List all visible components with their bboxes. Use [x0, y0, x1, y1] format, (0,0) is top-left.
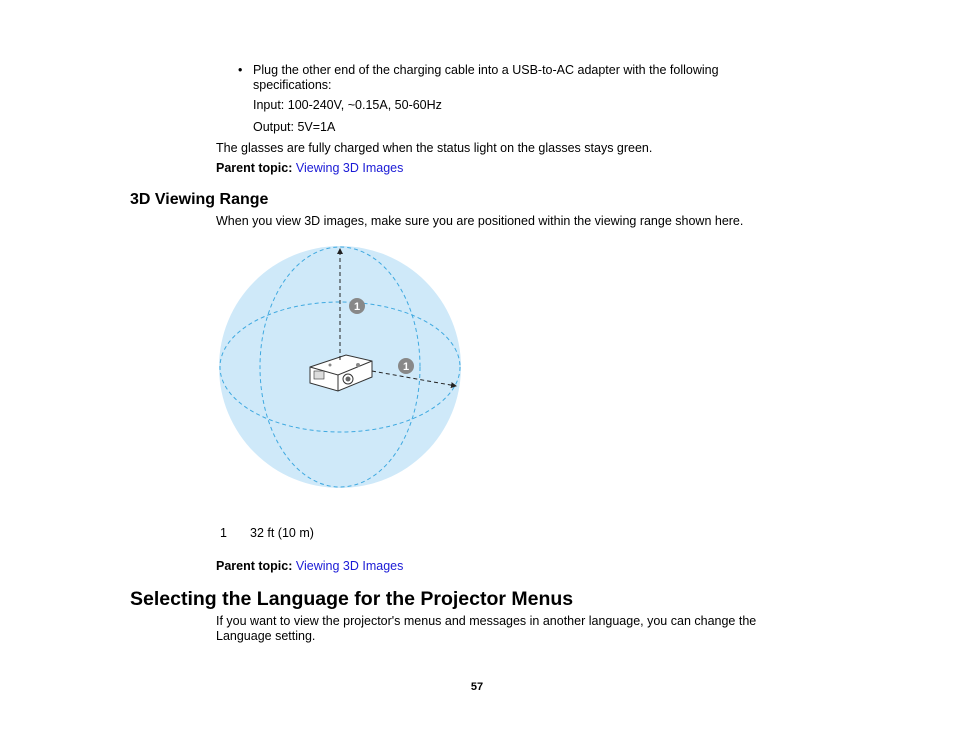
legend-text: 32 ft (10 m) [250, 526, 314, 540]
parent-topic-link[interactable]: Viewing 3D Images [295, 559, 404, 573]
page-number: 57 [470, 681, 484, 693]
spec-output: Output: 5V=1A [253, 120, 336, 134]
parent-topic-label: Parent topic: [216, 161, 293, 175]
viewing-range-intro: When you view 3D images, make sure you are positioned within the viewing range shown here. [216, 214, 744, 228]
callout-horizontal [398, 358, 414, 374]
bullet-marker: • [238, 63, 243, 77]
callout-horizontal-label: 1 [402, 361, 410, 373]
viewing-range-diagram [216, 243, 466, 493]
section-heading-viewing-range: 3D Viewing Range [130, 191, 269, 208]
section-heading-language: Selecting the Language for the Projector Menus [130, 588, 574, 610]
viewing-range-figure [216, 243, 466, 498]
parent-topic-label: Parent topic: [216, 559, 293, 573]
bullet-text: Plug the other end of the charging cable into a USB-to-AC adapter with the following specifications: [253, 63, 719, 92]
charged-note: The glasses are fully charged when the status light on the glasses stays green. [216, 141, 653, 155]
spec-input: Input: 100-240V, ~0.15A, 50-60Hz [253, 98, 442, 112]
parent-topic-1 [216, 161, 403, 176]
legend-number: 1 [220, 526, 227, 540]
callout-vertical [349, 298, 365, 314]
callout-vertical-label: 1 [353, 301, 361, 313]
parent-topic-link[interactable]: Viewing 3D Images [295, 161, 404, 175]
language-section-text: If you want to view the projector's menus and messages in another language, you can change the Language setting. [216, 614, 757, 643]
parent-topic-2 [216, 559, 403, 574]
